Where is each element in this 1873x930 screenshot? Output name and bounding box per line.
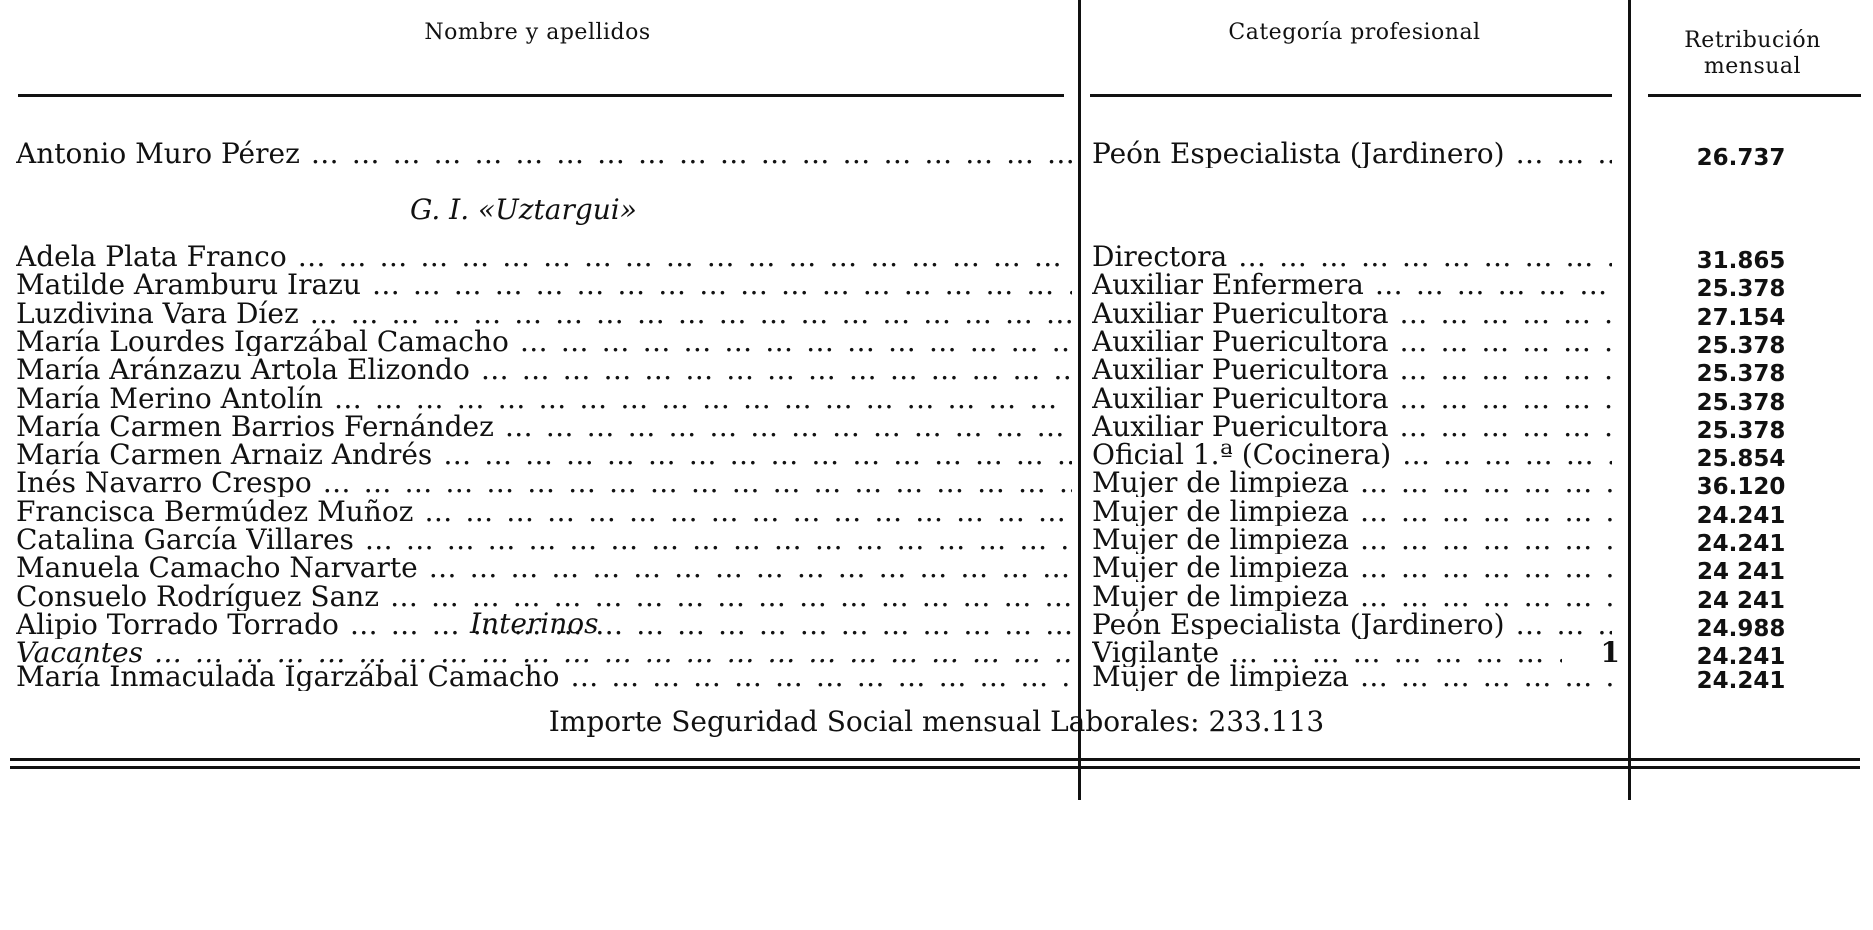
section-name: «Uztargui» [478, 193, 637, 226]
row-category: Mujer de limpieza … … … … … … … … … … … … … … … … … … … … … … … … … … … … … … … … … … … … … … … … [1092, 526, 1612, 554]
row-category: Oficial 1.ª (Cocinera) … … … … … … … … … … … … … … … … … … … … … … … … … … … … … … … … … … … … … … … … [1092, 441, 1612, 469]
row-pay: 24.988 [1696, 616, 1786, 642]
row-category: Auxiliar Puericultora … … … … … … … … … … … … … … … … … … … … … … … … … … … … … … … … … … … … … … … … [1092, 413, 1612, 441]
table-row [0, 554, 1873, 585]
row-quantity: 1 [1600, 639, 1620, 667]
row-name: Luzdivina Vara Díez … … … … … … … … … … … … … … … … … … … … … … … … … … … … … … … … … … … … … … … … [16, 300, 1072, 328]
row-pay: 24.241 [1696, 668, 1786, 694]
row-pay: 25.378 [1696, 276, 1786, 302]
row-name: María Lourdes Igarzábal Camacho … … … … … … … … … … … … … … … … … … … … … … … … … … … … … … … … … … … … … … … … [16, 328, 1072, 356]
table-row [0, 413, 1873, 444]
row-name: María Carmen Arnaiz Andrés … … … … … … … … … … … … … … … … … … … … … … … … … … … … … … … … … … … … … … … … [16, 441, 1072, 469]
table-row [0, 526, 1873, 557]
row-pay: 25.378 [1696, 418, 1786, 444]
table-row [0, 140, 1873, 171]
row-name: Alipio Torrado Torrado … … … … … … … … … … … … … … … … … … … … … … … … … … … … … … … … … … … … … … … … [16, 611, 1072, 639]
row-category: Mujer de limpieza … … … … … … … … … … … … … … … … … … … … … … … … … … … … … … … … … … … … … … … … [1092, 554, 1612, 582]
row-name: Vacantes … … … … … … … … … … … … … … … … … … … … … … … … … … … … … … … … … … … … … … … … [16, 639, 1072, 667]
row-name: Matilde Aramburu Irazu … … … … … … … … … … … … … … … … … … … … … … … … … … … … … … … … … … … … … … … … [16, 271, 1072, 299]
footer-total: Importe Seguridad Social mensual Laborales: 233.113 [548, 705, 1325, 738]
section-prefix: G. I. [410, 193, 479, 226]
row-name: María Aránzazu Artola Elizondo … … … … … … … … … … … … … … … … … … … … … … … … … … … … … … … … … … … … … … … … [16, 356, 1072, 384]
header-category: Categoría profesional [1228, 20, 1481, 45]
row-pay: 26.737 [1696, 145, 1786, 171]
row-pay: 25.378 [1696, 361, 1786, 387]
section-title-interinos: Interinos [470, 607, 599, 640]
row-pay: 24.241 [1696, 644, 1786, 670]
table-row [0, 498, 1873, 529]
table-row [0, 300, 1873, 331]
row-category: Directora … … … … … … … … … … … … … … … … … … … … … … … … … … … … … … … … … … … … … … … … [1092, 243, 1612, 271]
row-pay: 27.154 [1696, 305, 1786, 331]
row-category: Peón Especialista (Jardinero) … … … … … … … … … … … … … … … … … … … … … … … … … … … … … … … … … … … … … … … … [1092, 140, 1612, 168]
row-category: Auxiliar Puericultora … … … … … … … … … … … … … … … … … … … … … … … … … … … … … … … … … … … … … … … … [1092, 300, 1612, 328]
row-category: Mujer de limpieza … … … … … … … … … … … … … … … … … … … … … … … … … … … … … … … … … … … … … … … … [1092, 498, 1612, 526]
header-name: Nombre y apellidos [424, 20, 651, 45]
row-category: Mujer de limpieza … … … … … … … … … … … … … … … … … … … … … … … … … … … … … … … … … … … … … … … … [1092, 663, 1612, 691]
header-rule-category [1090, 94, 1612, 97]
section-title-uztargui [410, 193, 637, 226]
row-name: Manuela Camacho Narvarte … … … … … … … … … … … … … … … … … … … … … … … … … … … … … … … … … … … … … … … … [16, 554, 1072, 582]
row-name: María Carmen Barrios Fernández … … … … … … … … … … … … … … … … … … … … … … … … … … … … … … … … … … … … … … … … [16, 413, 1072, 441]
row-category: Peón Especialista (Jardinero) … … … … … … … … … … … … … … … … … … … … … … … … … … … … … … … … … … … … … … … … [1092, 611, 1612, 639]
header-rule-name [18, 94, 1064, 97]
bottom-rule-2 [10, 766, 1860, 769]
header-rule-pay [1648, 94, 1861, 97]
row-pay: 36.120 [1696, 474, 1786, 500]
header-pay-line2: mensual [1703, 54, 1802, 79]
row-name: Antonio Muro Pérez … … … … … … … … … … … … … … … … … … … … … … … … … … … … … … … … … … … … … … … … [16, 140, 1072, 168]
row-pay: 25.378 [1696, 333, 1786, 359]
row-pay: 25.378 [1696, 390, 1786, 416]
table-row [0, 611, 1873, 642]
header-pay [1632, 28, 1873, 80]
row-pay: 24 241 [1696, 559, 1786, 585]
table-row [0, 243, 1873, 274]
row-name: María Merino Antolín … … … … … … … … … … … … … … … … … … … … … … … … … … … … … … … … … … … … … … … … [16, 385, 1072, 413]
bottom-rule-1 [10, 758, 1860, 761]
row-category: Auxiliar Enfermera … … … … … … … … … … … … … … … … … … … … … … … … … … … … … … … … … … … … … … … … [1092, 271, 1612, 299]
row-pay: 25.854 [1696, 446, 1786, 472]
table-row [0, 356, 1873, 387]
table-row [0, 328, 1873, 359]
row-name: María Inmaculada Igarzábal Camacho … … … … … … … … … … … … … … … … … … … … … … … … … … … … … … … … … … … … … … … … [16, 663, 1072, 691]
row-name: Francisca Bermúdez Muñoz … … … … … … … … … … … … … … … … … … … … … … … … … … … … … … … … … … … … … … … … [16, 498, 1072, 526]
row-name: Adela Plata Franco … … … … … … … … … … … … … … … … … … … … … … … … … … … … … … … … … … … … … … … … [16, 243, 1072, 271]
table-row [0, 583, 1873, 614]
table-row [0, 469, 1873, 500]
header-pay-line1: Retribución [1684, 28, 1821, 53]
row-category: Mujer de limpieza … … … … … … … … … … … … … … … … … … … … … … … … … … … … … … … … … … … … … … … … [1092, 469, 1612, 497]
row-name: Consuelo Rodríguez Sanz … … … … … … … … … … … … … … … … … … … … … … … … … … … … … … … … … … … … … … … … [16, 583, 1072, 611]
table-row [0, 441, 1873, 472]
row-category: Mujer de limpieza … … … … … … … … … … … … … … … … … … … … … … … … … … … … … … … … … … … … … … … … [1092, 583, 1612, 611]
row-pay: 31.865 [1696, 248, 1786, 274]
row-pay: 24 241 [1696, 588, 1786, 614]
row-pay: 24.241 [1696, 531, 1786, 557]
table-row-interino [0, 663, 1873, 694]
row-category: Vigilante … … … … … … … … … … … … … … … … … … … … … … … … … … … … … … … … … … … … … … … … [1092, 639, 1562, 667]
row-name: Inés Navarro Crespo … … … … … … … … … … … … … … … … … … … … … … … … … … … … … … … … … … … … … … … … [16, 469, 1072, 497]
row-category: Auxiliar Puericultora … … … … … … … … … … … … … … … … … … … … … … … … … … … … … … … … … … … … … … … … [1092, 385, 1612, 413]
row-name: Catalina García Villares … … … … … … … … … … … … … … … … … … … … … … … … … … … … … … … … … … … … … … … … [16, 526, 1072, 554]
row-pay: 24.241 [1696, 503, 1786, 529]
row-category: Auxiliar Puericultora … … … … … … … … … … … … … … … … … … … … … … … … … … … … … … … … … … … … … … … … [1092, 328, 1612, 356]
row-category: Auxiliar Puericultora … … … … … … … … … … … … … … … … … … … … … … … … … … … … … … … … … … … … … … … … [1092, 356, 1612, 384]
table-row [0, 385, 1873, 416]
table-row [0, 271, 1873, 302]
